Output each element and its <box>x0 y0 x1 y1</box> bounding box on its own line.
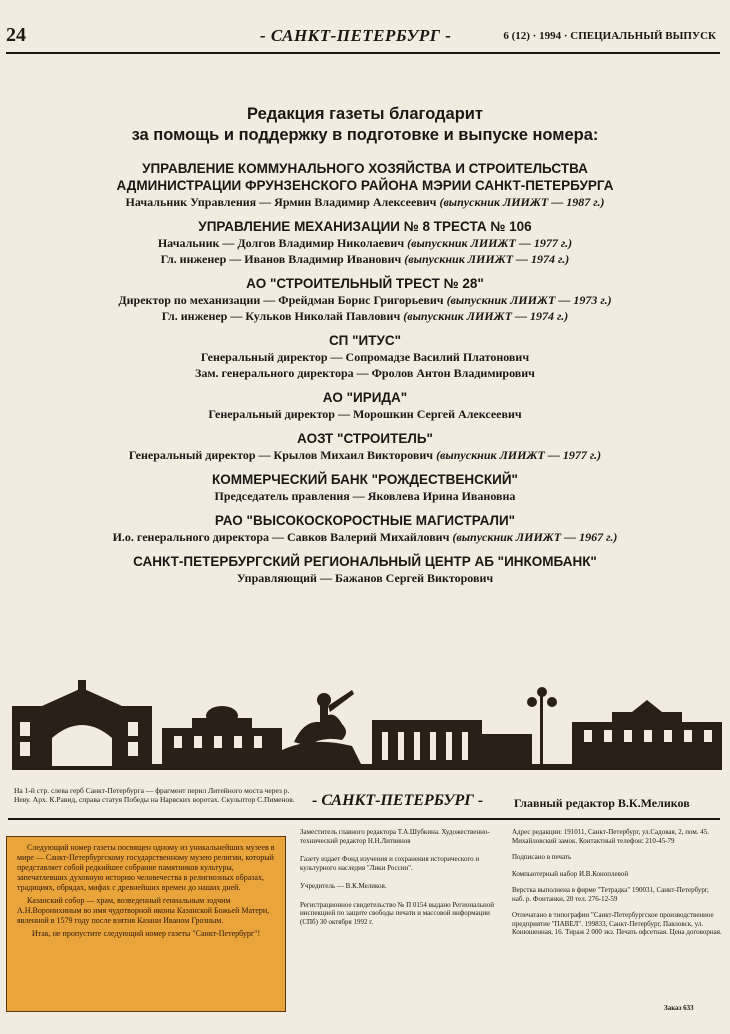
issue-info: 6 (12) · 1994 · СПЕЦИАЛЬНЫЙ ВЫПУСК <box>503 30 716 42</box>
person-text: Директор по механизации — Фрейдман Борис Григорьевич <box>118 293 444 307</box>
person-text: Генеральный директор — Морошкин Сергей Алексеевич <box>208 407 522 421</box>
person-text: Управляющий — Бажанов Сергей Викторович <box>236 571 494 585</box>
masthead: - САНКТ-ПЕТЕРБУРГ - <box>260 26 452 45</box>
person-line <box>0 406 730 422</box>
person-line <box>0 292 730 308</box>
footer-rule <box>8 818 720 820</box>
org-block <box>0 160 730 210</box>
imprint-line: Адрес редакции: 191011, Санкт-Петербург, ул.Садовая, 2, пом. 45. Михайловский замок. Контактный телефон: 210-45-79 <box>512 828 710 845</box>
imprint-line: Газету издает Фонд изучения и сохранения исторического и культурного наследия "Лики России". <box>300 855 480 872</box>
alumni-note: (выпускник ЛИИЖТ — 1987 г.) <box>439 195 605 209</box>
org-name: РАО "ВЫСОКОСКОРОСТНЫЕ МАГИСТРАЛИ" <box>214 513 516 528</box>
alumni-note: (выпускник ЛИИЖТ — 1977 г.) <box>436 448 602 462</box>
imprint-line: Отпечатано в типографии "Санкт-Петербургское производственное предприятие "ПАВЕЛ". 199833, Санкт-Петербург, Павловск, ул. Конюшенная, 16. Тираж 2 000 экз. Печать офсетная. Цена договорная. <box>512 911 722 936</box>
order-number: Заказ 633 <box>664 1004 694 1012</box>
org-block <box>0 430 730 463</box>
org-name: САНКТ-ПЕТЕРБУРГСКИЙ РЕГИОНАЛЬНЫЙ ЦЕНТР АБ "ИНКОМБАНК" <box>133 554 597 569</box>
person-text: Председатель правления — Яковлева Ирина Ивановна <box>214 489 516 503</box>
org-name: СП "ИТУС" <box>328 333 402 348</box>
promo-paragraph: Следующий номер газеты посвящен одному из уникальнейших музеев в мире — Санкт-Петербургскому государственному музею религии, который представляет собой редкийшее собрание памятников культуры, запечатлевших духовную историю человечества в религиозных образах, традициях, обрядах, мифах с древнейших времен до наших дней. <box>17 843 275 892</box>
org-block <box>0 389 730 422</box>
person-line <box>0 251 730 267</box>
imprint-line: Учредитель — В.К.Меликов. <box>300 882 387 890</box>
person-text: Генеральный директор — Сопромадзе Василий Платонович <box>200 350 530 364</box>
person-line <box>0 570 730 586</box>
next-issue-box <box>6 836 286 1012</box>
cover-credit: На 1-й стр. слева герб Санкт-Петербурга — фрагмент перил Литейного моста через р. Неву. Арх. К.Равид, справа статуя Победы на Нарвских воротах. Скульптор С.Пименов. <box>14 786 295 804</box>
person-line <box>0 349 730 365</box>
chief-editor: Главный редактор В.К.Меликов <box>514 796 690 810</box>
sponsor-list <box>0 160 730 594</box>
org-block <box>0 553 730 586</box>
person-text: Генеральный директор — Крылов Михаил Викторович <box>128 448 434 462</box>
person-text: Гл. инженер — Кульков Николай Павлович <box>161 309 401 323</box>
imprint-line: Заместитель главного редактора Т.А.Шубкина. Художественно-технический редактор Н.Н.Литвинов <box>300 828 490 845</box>
alumni-note: (выпускник ЛИИЖТ — 1974 г.) <box>404 252 570 266</box>
alumni-note: (выпускник ЛИИЖТ — 1974 г.) <box>403 309 569 323</box>
imprint-middle <box>300 828 498 936</box>
person-text: И.о. генерального директора — Савков Валерий Михайлович <box>112 530 450 544</box>
header-rule <box>6 52 720 54</box>
person-text: Начальник Управления — Ярмин Владимир Алексеевич <box>125 195 437 209</box>
thanks-heading <box>0 104 730 146</box>
alumni-note: (выпускник ЛИИЖТ — 1977 г.) <box>407 236 573 250</box>
org-block <box>0 275 730 324</box>
person-text: Зам. генерального директора — Фролов Антон Владимирович <box>195 366 535 380</box>
person-text: Гл. инженер — Иванов Владимир Иванович <box>160 252 402 266</box>
promo-paragraph: Казанский собор — храм, возведенный гениальным зодчим А.Н.Воронихиным во имя чудотворной иконы Казанской Божьей Матери, явленной в 1579 году после взятия Казани Иваном Грозным. <box>17 896 270 925</box>
org-block <box>0 332 730 381</box>
org-block <box>0 512 730 545</box>
org-name: АО "СТРОИТЕЛЬНЫЙ ТРЕСТ № 28" <box>246 276 484 291</box>
person-line <box>0 488 730 504</box>
imprint-line: Регистрационное свидетельство № П 0154 выдано Региональной инспекцией по защите свободы печати и массовой информации (СПб) 30 октября 1992 г. <box>300 900 494 926</box>
page-header <box>0 18 730 52</box>
person-line <box>0 235 730 251</box>
org-name: УПРАВЛЕНИЕ КОММУНАЛЬНОГО ХОЗЯЙСТВА И СТРОИТЕЛЬСТВА <box>142 161 588 176</box>
thanks-line-1: Редакция газеты благодарит <box>246 105 484 123</box>
person-line <box>0 365 730 381</box>
org-name: АОЗТ "СТРОИТЕЛЬ" <box>297 431 433 446</box>
org-name: АО "ИРИДА" <box>322 390 408 405</box>
imprint-right <box>512 828 722 945</box>
person-line <box>0 194 730 210</box>
promo-paragraph: Итак, не пропустите следующий номер газеты "Санкт-Петербург"! <box>31 929 261 938</box>
org-name: КОММЕРЧЕСКИЙ БАНК "РОЖДЕСТВЕНСКИЙ" <box>212 472 518 487</box>
imprint-line: Верстка выполнена в фирме "Тетрадка" 190031, Санкт-Петербург, наб. р. Фонтанки, 20 тел. 276-12-59 <box>512 886 709 903</box>
person-line <box>0 308 730 324</box>
footer-masthead: - САНКТ-ПЕТЕРБУРГ - <box>312 792 484 809</box>
org-block <box>0 218 730 267</box>
person-text: Начальник — Долгов Владимир Николаевич <box>157 236 405 250</box>
org-name-line-2: АДМИНИСТРАЦИИ ФРУНЗЕНСКОГО РАЙОНА МЭРИИ САНКТ-ПЕТЕРБУРГА <box>116 178 614 193</box>
alumni-note: (выпускник ЛИИЖТ — 1967 г.) <box>452 530 618 544</box>
org-block <box>0 471 730 504</box>
thanks-line-2: за помощь и поддержку в подготовке и выпуске номера: <box>131 126 599 144</box>
alumni-note: (выпускник ЛИИЖТ — 1973 г.) <box>446 293 612 307</box>
person-line <box>0 447 730 463</box>
imprint-line: Компьютерный набор И.В.Коноплевой <box>512 869 629 878</box>
person-line <box>0 529 730 545</box>
city-silhouette-illustration <box>12 676 722 780</box>
org-name: УПРАВЛЕНИЕ МЕХАНИЗАЦИИ № 8 ТРЕСТА № 106 <box>198 219 532 234</box>
page-number: 24 <box>6 24 26 46</box>
imprint-line: Подписано в печать <box>512 853 572 861</box>
